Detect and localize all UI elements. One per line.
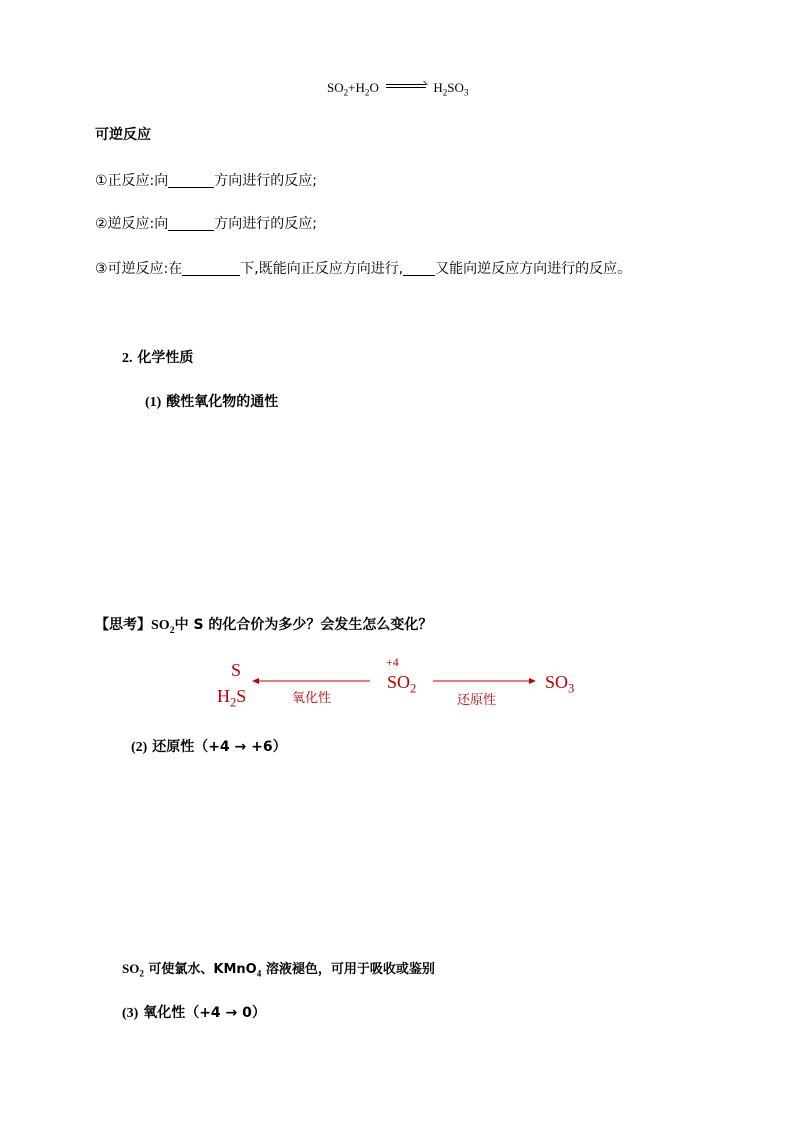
eq-left: SO	[327, 80, 344, 95]
reversible-arrow-icon	[386, 82, 426, 90]
so3-text: SO	[545, 672, 569, 692]
diagram-h2s	[217, 686, 247, 710]
h2s-s: S	[236, 686, 247, 706]
eq-right-mid: SO	[447, 80, 464, 95]
eq-o: O	[369, 80, 379, 95]
item2-pre: ②逆反应:向	[95, 216, 169, 232]
blank-3[interactable]	[182, 261, 240, 276]
note-text-2: 溶液褪色，可用于吸收或鉴别	[265, 962, 435, 977]
left-arrow-head-icon	[252, 678, 259, 684]
eq-right-sub1: 2	[442, 87, 448, 98]
diagram-right-label: 还原性	[457, 693, 497, 708]
sub-3-title: 氧化性（+4 → 0）	[143, 1005, 266, 1021]
sub-2-heading	[131, 736, 287, 756]
diagram-s: S	[231, 660, 242, 680]
h2s-sub: 2	[230, 695, 237, 710]
think-text: 中 S 的化合价为多少？会发生怎么变化？	[174, 617, 433, 633]
section-2-number: 2.	[122, 351, 133, 366]
note-line	[122, 958, 435, 977]
note-text-1: 可使氯水、KMnO	[148, 962, 257, 977]
eq-right: H	[433, 80, 443, 95]
so3-sub: 3	[568, 681, 575, 696]
equation	[327, 80, 468, 96]
section-2-title: 化学性质	[137, 350, 194, 366]
blank-4[interactable]	[403, 261, 435, 276]
item3-post: 又能向逆反应方向进行的反应。	[435, 261, 632, 277]
blank-2[interactable]	[168, 216, 214, 231]
section-2-heading	[122, 347, 193, 367]
reversible-item-1	[95, 170, 317, 190]
sub-3-label: (3)	[122, 1006, 139, 1021]
sub-2-title: 还原性（+4 → +6）	[152, 739, 287, 755]
sub-1-label: (1)	[145, 395, 162, 410]
item3-pre: ③可逆反应:在	[95, 261, 183, 277]
think-line	[95, 614, 432, 634]
blank-1[interactable]	[168, 173, 214, 188]
sub-2-label: (2)	[131, 740, 148, 755]
note-so-sub: 2	[139, 968, 144, 979]
so2-text: SO	[387, 672, 411, 692]
h2s-h: H	[217, 686, 230, 706]
reversible-heading: 可逆反应	[95, 127, 151, 143]
sub-3-heading	[122, 1002, 266, 1022]
so2-sub: 2	[410, 681, 417, 696]
diagram-so3	[545, 672, 575, 696]
item1-pre: ①正反应:向	[95, 173, 169, 189]
reversible-item-2	[95, 213, 317, 233]
item2-post: 方向进行的反应;	[214, 216, 317, 232]
item1-post: 方向进行的反应;	[214, 173, 317, 189]
reversible-item-3	[95, 258, 631, 278]
think-tag: 【思考】	[95, 617, 151, 633]
note-k-sub: 4	[256, 968, 262, 979]
think-so-sub: 2	[169, 624, 175, 636]
eq-right-sub2: 3	[463, 87, 469, 98]
note-so: SO	[122, 961, 140, 976]
sub-1-title: 酸性氧化物的通性	[166, 394, 279, 410]
right-arrow-head-icon	[529, 678, 536, 684]
sub-1-heading	[145, 391, 278, 411]
item3-mid: 下,既能向正反应方向进行,	[240, 261, 404, 277]
eq-left-sub: 2	[343, 87, 349, 98]
eq-h-sub: 2	[364, 87, 370, 98]
eq-plus: +H	[348, 80, 365, 95]
think-so: SO	[151, 618, 170, 633]
diagram-left-label: 氧化性	[292, 691, 332, 706]
diagram-charge: +4	[386, 655, 399, 669]
